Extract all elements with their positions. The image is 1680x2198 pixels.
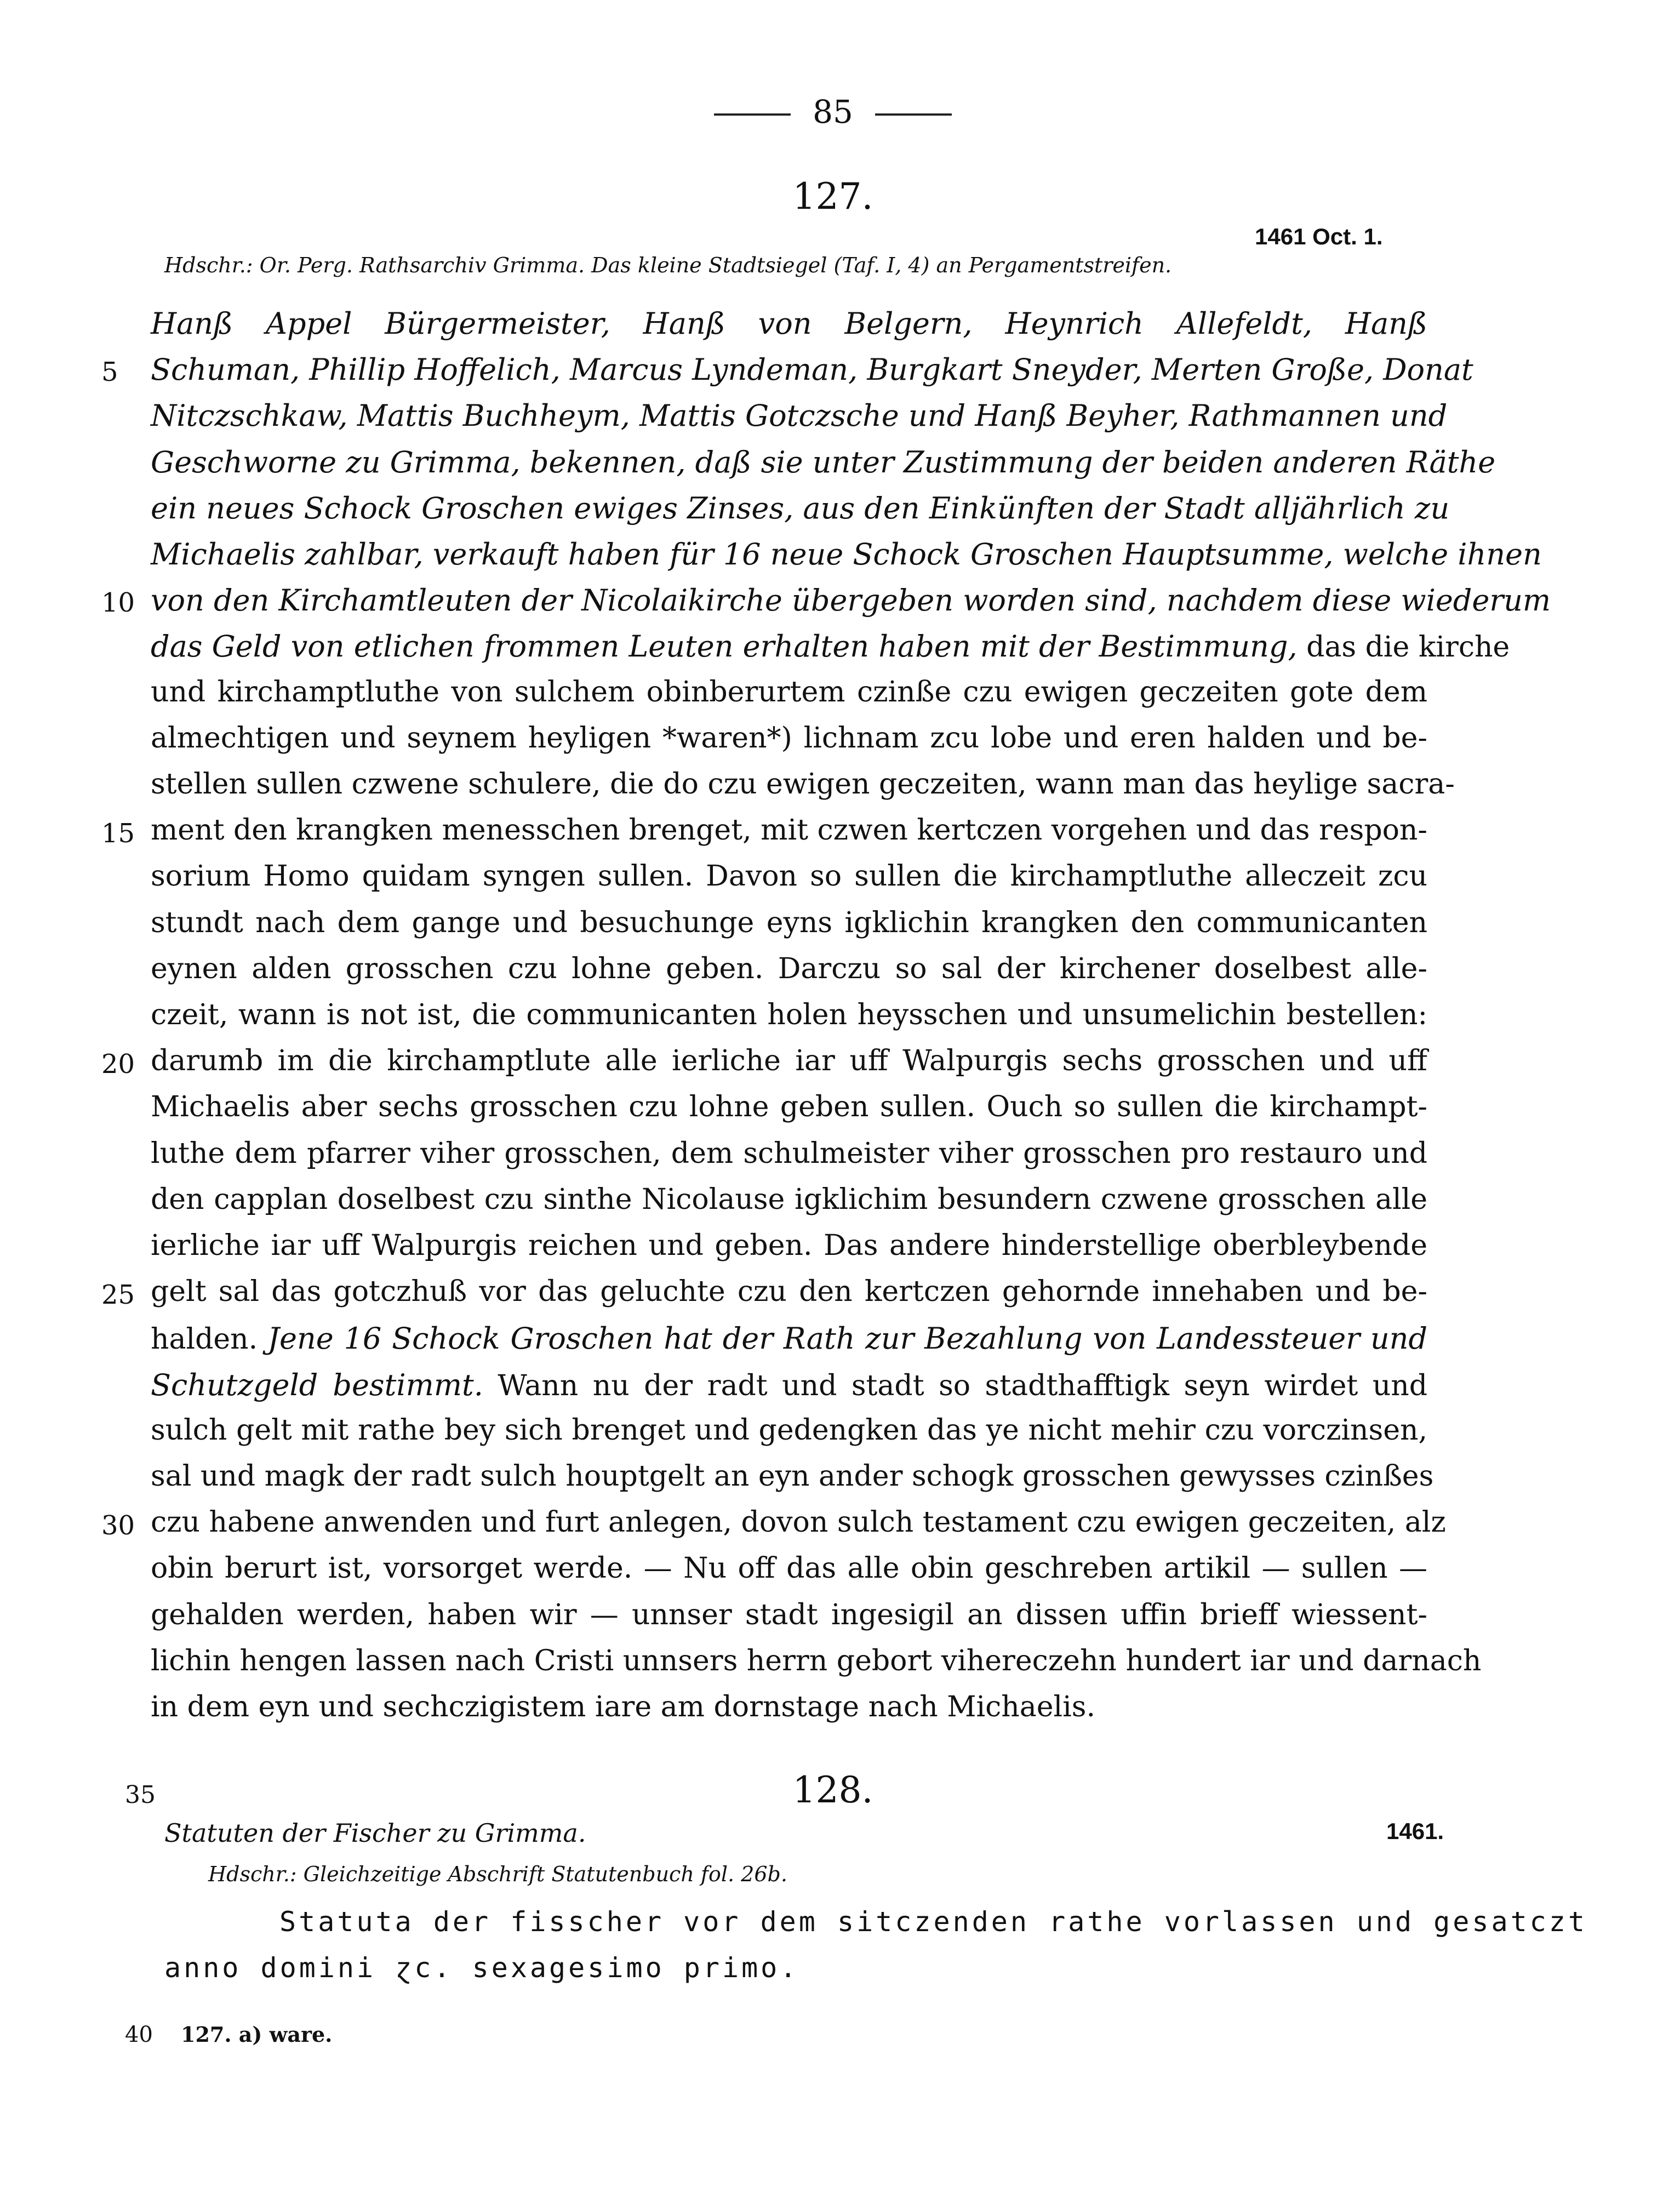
body-line	[0, 1550, 1680, 1596]
line-text	[151, 906, 1427, 939]
body-line	[0, 673, 1680, 720]
original-text: ierliche iar uff Walpurgis reichen und geben. Das andere hinderstellige oberbleybende	[151, 1229, 1427, 1262]
line-text	[151, 998, 1427, 1031]
line-text	[151, 444, 1496, 479]
original-text: lichin hengen lassen nach Cristi unnsers herrn gebort vihereczehn hundert iar und darnach	[151, 1644, 1482, 1677]
body-line	[0, 304, 1680, 350]
line-text	[151, 1229, 1427, 1262]
original-text: czu habene anwenden und furt anlegen, dovon sulch testament czu ewigen geczeiten, alz	[151, 1506, 1446, 1539]
original-text: czeit, wann is not ist, die communicanten holen heysschen und unsumelichin bestellen:	[151, 998, 1427, 1031]
line-text	[151, 583, 1551, 618]
body-line	[0, 1042, 1680, 1088]
italic-summary-text: Michaelis zahlbar, verkauft haben für 16 neue Schock Groschen Hauptsumme, welche ihnen	[151, 537, 1542, 572]
original-text: gelt sal das gotczhuß vor das geluchte czu den kertczen gehornde innehaben und be-	[151, 1275, 1427, 1309]
line-text	[151, 676, 1427, 709]
line-text	[151, 1091, 1427, 1123]
line-text	[151, 629, 1510, 664]
body-line	[0, 1642, 1680, 1688]
page-number: 85	[813, 93, 853, 130]
document-number-127: 127.	[792, 175, 873, 218]
line-number: 30	[101, 1510, 135, 1542]
header-rule-left	[714, 113, 791, 116]
original-text: stundt nach dem gange und besuchunge eyns igklichin krangken den communicanten	[151, 906, 1427, 939]
original-text: halden.	[151, 1323, 268, 1356]
footnote-127a: 127. a) ware.	[181, 2022, 333, 2047]
line-number: 25	[101, 1280, 135, 1311]
line-text	[151, 722, 1427, 755]
line-number: 20	[101, 1049, 135, 1080]
body-line	[0, 1319, 1680, 1365]
original-text: obin berurt ist, vorsorget werde. — Nu off das alle obin geschreben artikil — sullen —	[151, 1552, 1427, 1585]
italic-summary-text: Hanß Appel Bürgermeister, Hanß von Belgern, Heynrich Allefeldt, Hanß	[151, 306, 1427, 341]
body-line	[0, 1088, 1680, 1134]
body-line	[0, 581, 1680, 627]
body-line	[0, 350, 1680, 396]
original-text: gehalden werden, haben wir — unnser stadt ingesigil an dissen uffin brieff wiessent-	[151, 1598, 1427, 1631]
statuta-line-2: anno domini ɀc. sexagesimo primo.	[164, 1952, 799, 1984]
italic-summary-text: von den Kirchamtleuten der Nicolaikirche übergeben worden sind, nachdem diese wiederum	[151, 583, 1551, 618]
body-line	[0, 1366, 1680, 1412]
line-number: 15	[101, 818, 135, 849]
line-text	[151, 1598, 1427, 1631]
italic-summary-text: Schutzgeld bestimmt.	[151, 1367, 483, 1402]
line-text	[151, 1044, 1427, 1077]
original-text: stellen sullen czwene schulere, die do czu ewigen geczeiten, wann man das heylige sacra-	[151, 768, 1455, 801]
body-line	[0, 1458, 1680, 1504]
original-text: almechtigen und seynem heyligen *waren*) lichnam zcu lobe und eren halden und be-	[151, 721, 1427, 755]
line-text	[151, 1137, 1427, 1170]
line-text	[151, 814, 1427, 847]
body-line	[0, 535, 1680, 581]
source-note-127: Hdschr.: Or. Perg. Rathsarchiv Grimma. Das kleine Stadtsiegel (Taf. I, 4) an Pergamentstreifen.	[164, 253, 1172, 277]
body-line	[0, 1135, 1680, 1181]
line-text	[151, 1552, 1427, 1585]
original-text: den capplan doselbest czu sinthe Nicolause igklichim besundern czwene grosschen alle	[151, 1183, 1427, 1216]
original-text: sulch gelt mit rathe bey sich brenget und gedengken das ye nicht mehir czu vorczinsen,	[151, 1413, 1427, 1447]
body-line	[0, 443, 1680, 489]
italic-summary-text: Geschworne zu Grimma, bekennen, daß sie unter Zustimmung der beiden anderen Räthe	[151, 444, 1496, 479]
line-text	[151, 1460, 1434, 1493]
line-text	[151, 1506, 1446, 1539]
document-date-127: 1461 Oct. 1.	[1255, 224, 1383, 249]
line-text	[151, 1275, 1427, 1308]
body-line	[0, 1227, 1680, 1273]
original-text: Wann nu der radt und stadt so stadthafftigk seyn wirdet und	[483, 1369, 1428, 1402]
body-line	[0, 766, 1680, 812]
page-number-header	[636, 93, 1030, 130]
original-text: eynen alden grosschen czu lohne geben. Darczu so sal der kirchener doselbest alle-	[151, 952, 1427, 985]
statuta-line-1: Statuta der fisscher vor dem sitczenden rathe vorlassen und gesatczt	[279, 1906, 1587, 1938]
body-line	[0, 1504, 1680, 1550]
line-number: 10	[101, 587, 135, 619]
line-text	[151, 952, 1427, 985]
original-text: das die kirche	[1297, 631, 1510, 664]
line-text	[151, 1183, 1427, 1216]
body-line	[0, 627, 1680, 673]
line-text	[151, 490, 1450, 526]
italic-summary-text: Jene 16 Schock Groschen hat der Rath zur Bezahlung von Landessteuer und	[267, 1321, 1427, 1356]
body-line	[0, 858, 1680, 904]
source-note-128: Hdschr.: Gleichzeitige Abschrift Statutenbuch fol. 26b.	[208, 1862, 787, 1886]
body-line	[0, 950, 1680, 996]
body-line	[0, 720, 1680, 766]
body-line	[0, 996, 1680, 1042]
original-text: sorium Homo quidam syngen sullen. Davon so sullen die kirchamptluthe alleczeit zcu	[151, 860, 1427, 893]
italic-summary-text: das Geld von etlichen frommen Leuten erhalten haben mit der Bestimmung,	[151, 629, 1298, 664]
line-text	[151, 1691, 1427, 1723]
line-text	[151, 537, 1542, 572]
line-text	[151, 306, 1427, 341]
line-text	[151, 1644, 1482, 1677]
line-text	[151, 1368, 1427, 1402]
body-line	[0, 1596, 1680, 1642]
document-title-128: Statuten der Fischer zu Grimma.	[164, 1818, 586, 1848]
body-line	[0, 1273, 1680, 1319]
body-line	[0, 1688, 1680, 1734]
original-text: Michaelis aber sechs grosschen czu lohne geben sullen. Ouch so sullen die kirchampt-	[151, 1091, 1427, 1124]
body-line	[0, 1181, 1680, 1227]
header-rule-right	[875, 113, 952, 116]
line-text	[151, 352, 1473, 387]
body-line	[0, 489, 1680, 535]
body-line	[0, 1412, 1680, 1458]
line-number: 5	[101, 357, 118, 388]
line-text	[151, 398, 1448, 433]
document-number-128: 128.	[792, 1769, 873, 1811]
body-line	[0, 904, 1680, 950]
original-text: in dem eyn und sechczigistem iare am dornstage nach Michaelis.	[151, 1691, 1095, 1723]
line-number-40: 40	[125, 2022, 153, 2047]
original-text: sal und magk der radt sulch houptgelt an eyn ander schogk grosschen gewysses czinßes	[151, 1460, 1434, 1493]
original-text: ment den krangken menesschen brenget, mit czwen kertczen vorgehen und das respon-	[151, 814, 1427, 847]
original-text: darumb im die kirchamptlute alle ierliche iar uff Walpurgis sechs grosschen und uff	[151, 1044, 1427, 1078]
original-text: luthe dem pfarrer viher grosschen, dem schulmeister viher grosschen pro restauro und	[151, 1137, 1427, 1170]
line-text	[151, 1414, 1427, 1447]
line-text	[151, 1321, 1427, 1356]
line-text	[151, 768, 1455, 801]
line-text	[151, 860, 1427, 893]
body-line	[0, 812, 1680, 858]
body-line	[0, 396, 1680, 442]
italic-summary-text: ein neues Schock Groschen ewiges Zinses, aus den Einkünften der Stadt alljährlich zu	[151, 490, 1450, 526]
original-text: und kirchamptluthe von sulchem obinberurtem czinße czu ewigen geczeiten gote dem	[151, 675, 1427, 709]
italic-summary-text: Nitczschkaw, Mattis Buchheym, Mattis Gotczsche und Hanß Beyher, Rathmannen und	[151, 398, 1448, 433]
italic-summary-text: Schuman, Phillip Hoffelich, Marcus Lyndeman, Burgkart Sneyder, Merten Große, Donat	[151, 352, 1473, 387]
line-number-35: 35	[125, 1781, 156, 1809]
document-date-128: 1461.	[1386, 1818, 1444, 1844]
